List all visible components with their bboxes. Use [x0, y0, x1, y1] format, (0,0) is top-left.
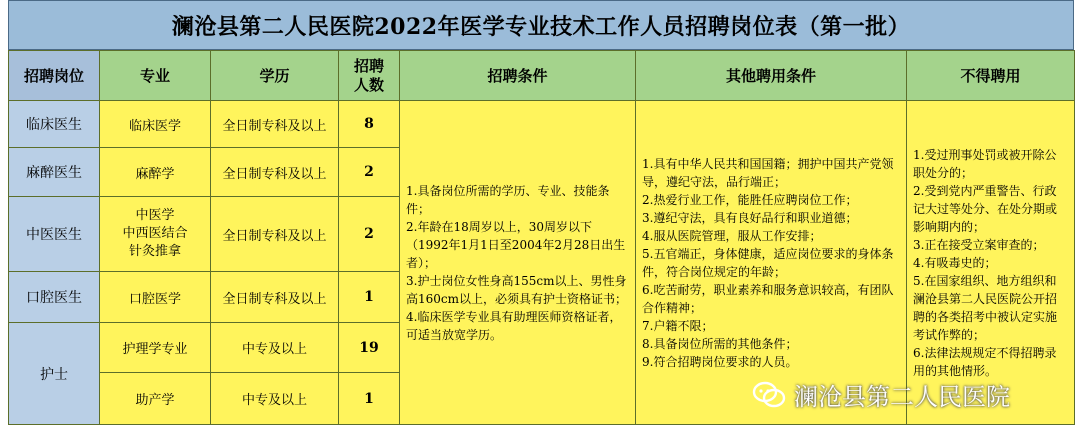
count-cell: 2	[339, 148, 400, 197]
education-cell: 全日制专科及以上	[211, 272, 339, 323]
excluded-cell: 1.受过刑事处罚或被开除公职处分的； 2.受到党内严重警告、行政记大过等处分、在处分期或影响期内的； 3.正在接受立案审查的； 4.有吸毒史的； 5.在国家组织、地方组织和澜沧县第二人民医院公开招聘的各类招考中被认定实施考试作弊的； 6.法律法规规定不得招聘录用的其他情形。	[907, 101, 1075, 425]
header-conditions: 招聘条件	[400, 51, 636, 101]
count-cell: 1	[339, 373, 400, 425]
header-other: 其他聘用条件	[636, 51, 907, 101]
major-cell: 临床医学	[100, 101, 211, 148]
education-cell: 全日制专科及以上	[211, 197, 339, 272]
count-cell: 2	[339, 197, 400, 272]
position-cell: 护士	[9, 323, 100, 425]
position-cell: 口腔医生	[9, 272, 100, 323]
wechat-icon	[752, 380, 786, 410]
header-row	[9, 51, 1075, 101]
header-education: 学历	[211, 51, 339, 101]
position-cell: 临床医生	[9, 101, 100, 148]
count-cell: 8	[339, 101, 400, 148]
major-cell: 助产学	[100, 373, 211, 425]
count-cell: 1	[339, 272, 400, 323]
major-cell: 麻醉学	[100, 148, 211, 197]
other-conditions-cell: 1.具有中华人民共和国国籍；拥护中国共产党领导，遵纪守法，品行端正； 2.热爱行业工作，能胜任应聘岗位工作； 3.遵纪守法，具有良好品行和职业道德； 4.服从医院管理，服从工作安排； 5.五官端正，身体健康，适应岗位要求的身体条件，符合岗位规定的年龄； 6.吃苦耐劳，职业素养和服务意识较高，有团队合作精神； 7.户籍不限； 8.具备岗位所需的其他条件； 9.符合招聘岗位要求的人员。	[636, 101, 907, 425]
table-row	[9, 101, 1075, 148]
education-cell: 全日制专科及以上	[211, 101, 339, 148]
major-cell: 护理学专业	[100, 323, 211, 373]
header-major: 专业	[100, 51, 211, 101]
page-title: 澜沧县第二人民医院2022年医学专业技术工作人员招聘岗位表（第一批）	[8, 0, 1074, 50]
header-position: 招聘岗位	[9, 51, 100, 101]
watermark	[752, 377, 1010, 412]
major-cell: 口腔医学	[100, 272, 211, 323]
education-cell: 中专及以上	[211, 323, 339, 373]
watermark-text: 澜沧县第二人民医院	[794, 383, 1010, 411]
header-excluded: 不得聘用	[907, 51, 1075, 101]
conditions-cell: 1.具备岗位所需的学历、专业、技能条件； 2.年龄在18周岁以上，30周岁以下（1992年1月1日至2004年2月28日出生者）； 3.护士岗位女性身高155cm以上、男性身高160cm以上，必须具有护士资格证书； 4.临床医学专业具有助理医师资格证者，可适当放宽学历。	[400, 101, 636, 425]
position-cell: 麻醉医生	[9, 148, 100, 197]
education-cell: 全日制专科及以上	[211, 148, 339, 197]
recruitment-sheet	[8, 0, 1074, 425]
education-cell: 中专及以上	[211, 373, 339, 425]
position-cell: 中医医生	[9, 197, 100, 272]
count-cell: 19	[339, 323, 400, 373]
recruitment-table	[8, 50, 1075, 425]
header-count: 招聘 人数	[339, 51, 400, 101]
major-cell: 中医学 中西医结合 针灸推拿	[100, 197, 211, 272]
